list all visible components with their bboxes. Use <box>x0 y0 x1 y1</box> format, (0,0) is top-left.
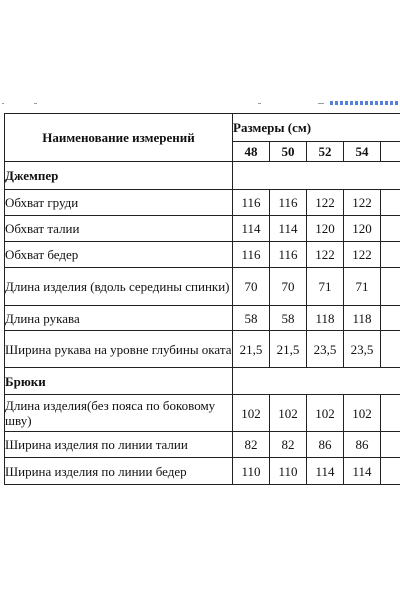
size-52-header: 52 <box>307 142 344 162</box>
measurement-value: 118 <box>344 306 381 331</box>
measurement-name: Обхват бедер <box>5 242 233 268</box>
measurement-value: 82 <box>233 432 270 458</box>
measurement-value: 70 <box>270 268 307 306</box>
measurement-value: 70 <box>233 268 270 306</box>
section-title-jumper: Джемпер <box>5 162 233 190</box>
measurement-value: 102 <box>307 395 344 432</box>
measurement-value: 82 <box>270 432 307 458</box>
measurement-name: Ширина изделия по линии бедер <box>5 458 233 485</box>
measurement-value: 114 <box>270 216 307 242</box>
measurement-name: Обхват талии <box>5 216 233 242</box>
measurement-value: 102 <box>270 395 307 432</box>
measurement-value: 102 <box>233 395 270 432</box>
table-row <box>5 306 400 331</box>
measurement-value: 86 <box>344 432 381 458</box>
measurement-value: 102 <box>344 395 381 432</box>
measurement-value: 122 <box>344 190 381 216</box>
measurement-value: 116 <box>270 242 307 268</box>
measurement-value: 122 <box>307 190 344 216</box>
measurement-name: Обхват груди <box>5 190 233 216</box>
table-row <box>5 242 400 268</box>
cropped-previous-line <box>0 103 400 104</box>
measurement-name: Ширина рукава на уровне глубины оката <box>5 331 233 368</box>
table-row <box>5 190 400 216</box>
section-title-trousers: Брюки <box>5 368 233 395</box>
table-row <box>5 216 400 242</box>
measurement-name: Ширина изделия по линии талии <box>5 432 233 458</box>
measurement-value: 58 <box>233 306 270 331</box>
measurement-value: 116 <box>270 190 307 216</box>
size-48-header: 48 <box>233 142 270 162</box>
measurement-value: 118 <box>307 306 344 331</box>
measurement-value: 21,5 <box>270 331 307 368</box>
measurement-value: 71 <box>307 268 344 306</box>
measurement-value: 116 <box>233 190 270 216</box>
measurement-value: 122 <box>307 242 344 268</box>
section-row <box>5 368 400 395</box>
table-row <box>5 268 400 306</box>
measurement-name: Длина изделия(без пояса по боковому шву) <box>5 395 233 432</box>
measurement-value: 110 <box>270 458 307 485</box>
table-row <box>5 331 400 368</box>
measurement-value: 23,5 <box>344 331 381 368</box>
table-row <box>5 395 400 432</box>
measurement-value: 23,5 <box>307 331 344 368</box>
measurement-value: 114 <box>307 458 344 485</box>
size-54-header: 54 <box>344 142 381 162</box>
measurement-value: 122 <box>344 242 381 268</box>
size-extra-header <box>381 142 400 162</box>
table-row <box>5 432 400 458</box>
section-row <box>5 162 400 190</box>
table-row <box>5 458 400 485</box>
measurement-name-header: Наименование измерений <box>5 114 233 162</box>
size-chart-table <box>4 113 400 485</box>
measurement-value: 58 <box>270 306 307 331</box>
measurement-value: 21,5 <box>233 331 270 368</box>
size-50-header: 50 <box>270 142 307 162</box>
measurement-value: 120 <box>344 216 381 242</box>
measurement-value: 114 <box>233 216 270 242</box>
measurement-value: 110 <box>233 458 270 485</box>
measurement-value: 71 <box>344 268 381 306</box>
measurement-value: 86 <box>307 432 344 458</box>
measurement-value: 120 <box>307 216 344 242</box>
sizes-header: Размеры (см) <box>233 114 400 142</box>
measurement-name: Длина рукава <box>5 306 233 331</box>
measurement-value: 114 <box>344 458 381 485</box>
measurement-value: 116 <box>233 242 270 268</box>
measurement-name: Длина изделия (вдоль середины спинки) <box>5 268 233 306</box>
